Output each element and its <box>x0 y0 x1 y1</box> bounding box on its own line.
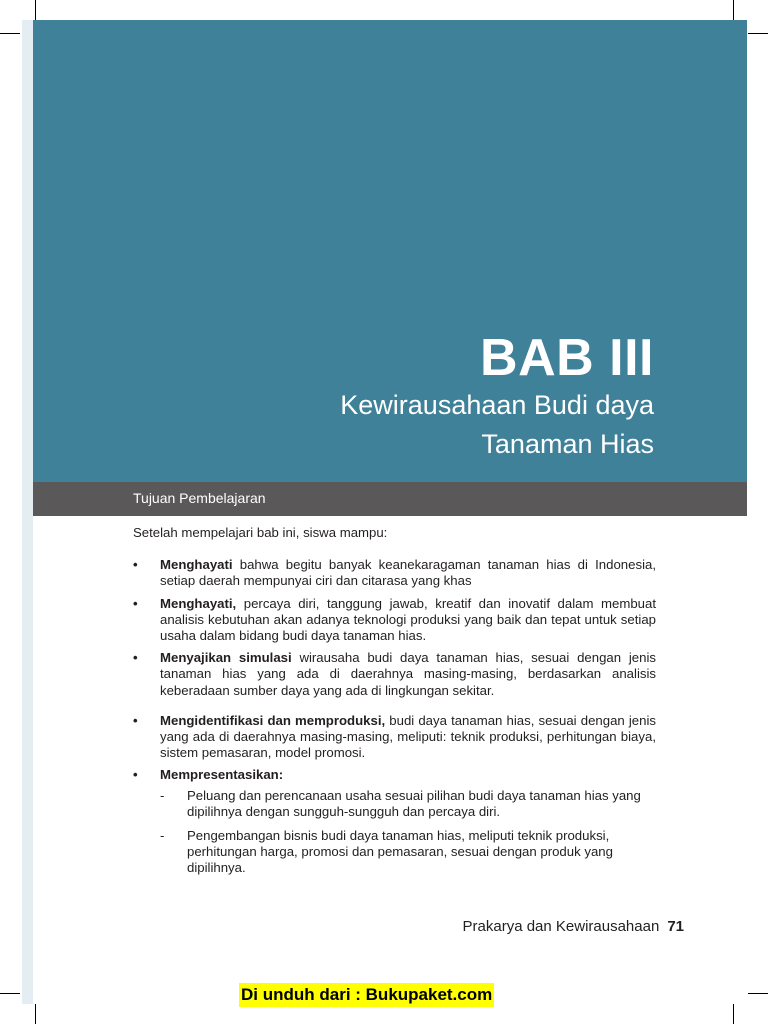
item-text: percaya diri, tanggung jawab, kreatif dan inovatif dalam membuat analisis kebutuhan akan adanya teknologi produksi yang baik dan tepat untuk setiap usaha dalam bidang budi daya tanaman hias. <box>160 595 656 644</box>
sub-item-text: Peluang dan perencanaan usaha sesuai pilihan budi daya tanaman hias yang dipilihnya dengan sungguh-sungguh dan percaya diri. <box>187 787 641 819</box>
crop-mark <box>748 33 768 34</box>
book-title: Prakarya dan Kewirausahaan <box>462 918 660 935</box>
chapter-subtitle <box>234 386 654 464</box>
dash-icon: - <box>160 828 165 844</box>
page-footer <box>463 918 684 935</box>
section-bar <box>33 482 747 516</box>
dash-icon: - <box>160 787 165 803</box>
list-item <box>133 596 656 645</box>
crop-mark <box>35 0 36 20</box>
subtitle-line: Kewirausahaan Budi daya <box>340 390 654 420</box>
crop-mark <box>0 993 20 994</box>
crop-mark <box>35 1004 36 1024</box>
side-strip <box>22 20 33 1004</box>
sub-item-text: Pengembangan bisnis budi daya tanaman hias, meliputi teknik produksi, perhitungan harga, promosi dan pemasaran, sesuai dengan produk yang dipilihnya. <box>187 828 613 876</box>
item-text: bahwa begitu banyak keanekaragaman tanaman hias di Indonesia, setiap daerah mempunyai ciri dan citarasa yang khas <box>160 557 656 589</box>
crop-mark <box>733 0 734 20</box>
crop-mark <box>748 993 768 994</box>
chapter-header <box>33 20 747 482</box>
bullet-icon: • <box>133 650 138 666</box>
list-item <box>133 557 656 589</box>
bullet-icon: • <box>133 557 138 573</box>
crop-mark <box>0 33 20 34</box>
download-watermark: Di unduh dari : Bukupaket.com <box>239 983 494 1007</box>
intro-text: Setelah mempelajari bab ini, siswa mampu: <box>133 525 388 540</box>
item-keyword: Mempresentasikan: <box>160 767 284 783</box>
list-item <box>133 650 656 699</box>
item-text: budi daya tanaman hias, sesuai dengan jenis yang ada di daerahnya masing-masing, meliputi: teknik produksi, perhitungan biaya, sistem pemasaran, model promosi. <box>160 712 656 761</box>
sub-list-item <box>160 828 656 877</box>
list-item <box>133 767 656 876</box>
objectives-content <box>133 525 656 885</box>
item-keyword: Mengidentifikasi dan memproduksi, <box>160 712 386 728</box>
sub-list <box>160 788 656 877</box>
item-keyword: Menghayati <box>160 557 233 573</box>
subtitle-line: Tanaman Hias <box>481 429 654 459</box>
crop-mark <box>733 1004 734 1024</box>
chapter-title: BAB III <box>480 329 654 387</box>
item-keyword: Menghayati, <box>160 595 237 611</box>
item-keyword: Menyajikan simulasi <box>160 650 292 666</box>
section-bar-label: Tujuan Pembelajaran <box>133 490 266 506</box>
bullet-icon: • <box>133 767 138 783</box>
list-item <box>133 713 656 762</box>
bullet-icon: • <box>133 712 138 728</box>
page-number: 71 <box>667 918 684 935</box>
objectives-list <box>133 557 656 876</box>
sub-list-item <box>160 788 656 820</box>
bullet-icon: • <box>133 595 138 611</box>
item-text: wirausaha budi daya tanaman hias, sesuai dengan jenis tanaman hias yang ada di daerahnya masing-masing, berdasarkan analisis keberadaan sumber daya yang ada di lingkungan sekitar. <box>160 650 656 698</box>
